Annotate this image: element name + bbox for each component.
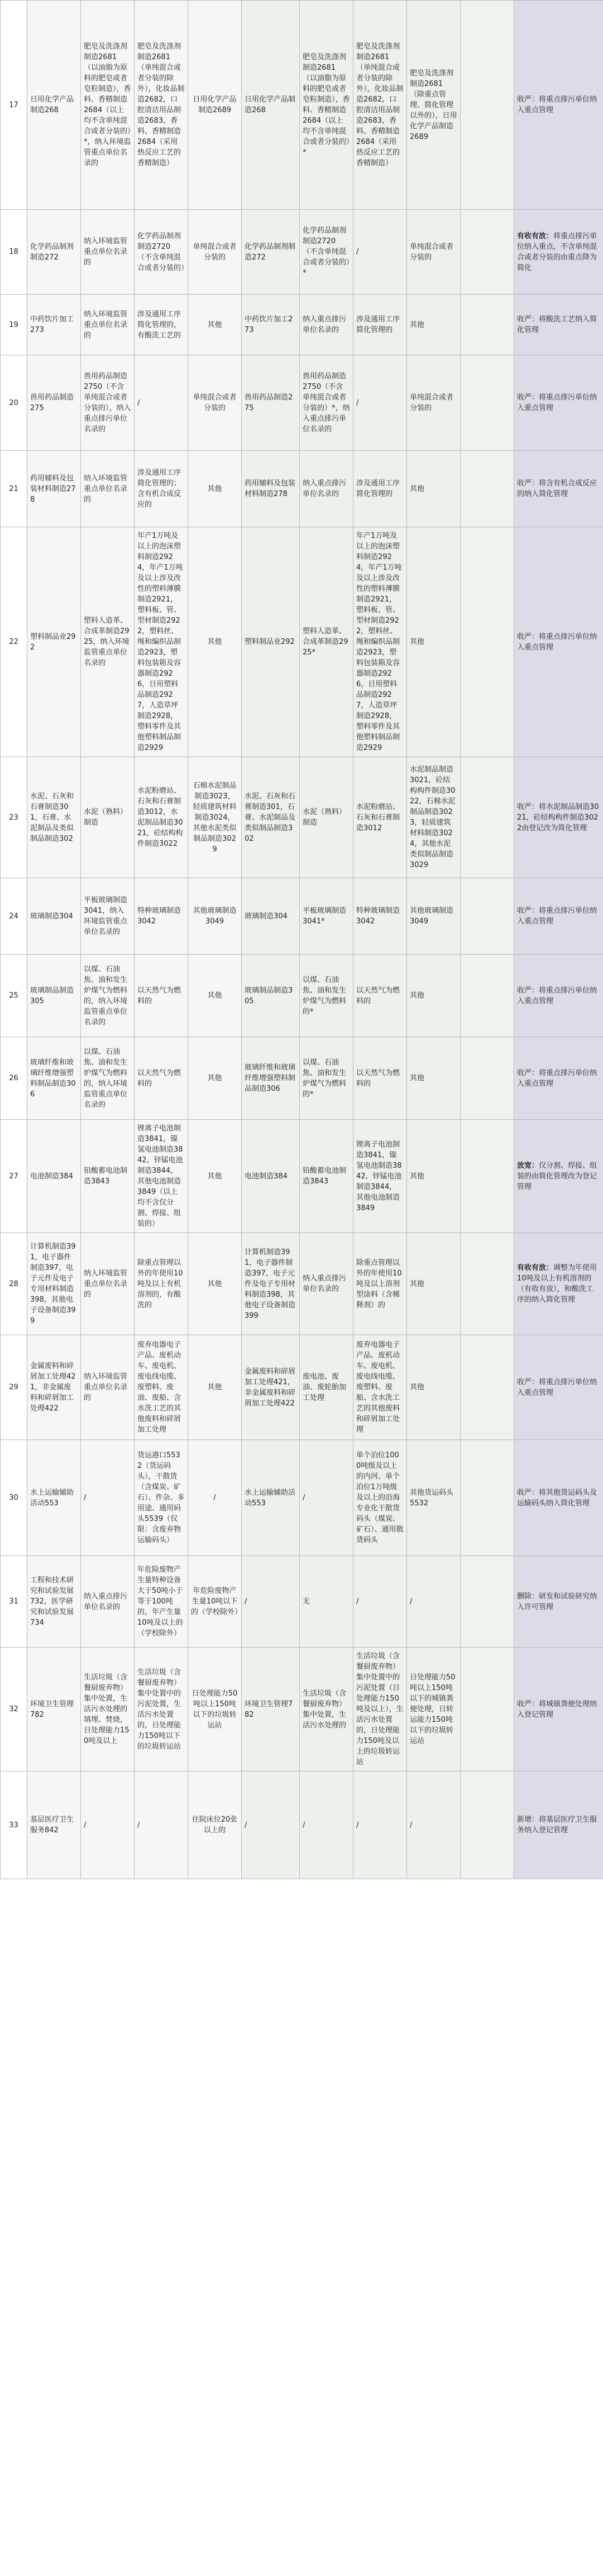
old-simplified-management: 特种玻璃制造3042 <box>135 878 188 955</box>
new-registration-management: 其他 <box>407 451 461 527</box>
change-note-tag: 有收有放： <box>517 232 554 240</box>
row-number: 28 <box>1 1233 27 1335</box>
row-number: 26 <box>1 1037 27 1120</box>
row-number: 19 <box>1 295 27 355</box>
change-note <box>514 210 603 295</box>
new-registration-management: 单纯混合或者分装的 <box>407 210 461 295</box>
new-simplified-management: 以天然气为燃料的 <box>353 955 407 1037</box>
new-registration-management: 其他 <box>407 955 461 1037</box>
change-note-text: 调整为年使用10吨及以上有机溶剂的（有收有放），和酸洗工序的纳入简化管理 <box>517 1264 597 1304</box>
old-registration-management: 其他玻璃制造3049 <box>188 878 242 955</box>
old-simplified-management: 货运港口5532（货运码头），干散货（含煤炭、矿石）、件杂、多用途、通用码头5539（仅限：含废弃物运输码头） <box>135 1440 188 1556</box>
change-note-text: 收严：将水泥制品制造3021，砼结构构件制造3022由登记改为简化管理 <box>517 802 599 832</box>
table-row <box>1 757 603 878</box>
change-note <box>514 451 603 527</box>
new-registration-extra <box>461 295 514 355</box>
change-note-text: 收严：将重点排污单位纳入重点管理 <box>517 986 597 1005</box>
change-note-text: 收严：将酸洗工艺纳入简化管理 <box>517 315 597 334</box>
old-key-management: / <box>81 1771 135 1879</box>
new-industry-category: 药用辅料及包装材料制造278 <box>242 451 300 527</box>
row-number: 17 <box>1 1 27 210</box>
old-key-management: 纳入重点排污单位名录的 <box>81 1556 135 1648</box>
change-note <box>514 1440 603 1556</box>
change-note <box>514 1037 603 1120</box>
new-industry-category: 水泥、石灰和石膏制造301，石膏、水泥制品及类似制品制造302 <box>242 757 300 878</box>
row-number: 24 <box>1 878 27 955</box>
new-registration-extra <box>461 1 514 210</box>
change-note-text: 收严：将重点排污单位纳入重点管理 <box>517 393 597 412</box>
old-industry-category: 兽用药品制造275 <box>27 355 81 451</box>
new-registration-management: 其他 <box>407 1037 461 1120</box>
table-row <box>1 295 603 355</box>
new-key-management: 兽用药品制造2750（不含单纯混合或者分装的）*，纳入重点排污单位名录的 <box>300 355 353 451</box>
new-registration-extra <box>461 1233 514 1335</box>
old-simplified-management: 废弃电器电子产品、废机动车、废电机、废电线电缆、废塑料、废油、废船、含水洗工艺的其他废料和碎屑加工处理 <box>135 1335 188 1440</box>
table-body <box>1 1 603 1879</box>
new-registration-extra <box>461 1440 514 1556</box>
table-row <box>1 451 603 527</box>
old-registration-management: 其他 <box>188 1233 242 1335</box>
old-registration-management: 日用化学产品制造2689 <box>188 1 242 210</box>
old-key-management: 以煤、石油焦、油和发生炉煤气为燃料的，纳入环境监管重点单位名录的 <box>81 955 135 1037</box>
new-simplified-management: 年产1万吨及以上的泡沫塑料制造2924，年产1万吨及以上涉及改性的塑料薄膜制造2921，塑料板、管、型材制造2922，塑料丝、绳和编织品制造2923，塑料包装箱及容器制造2926，日用塑料品制造2927，人造草坪制造2928，塑料零件及其他塑料制品制造2929 <box>353 527 407 757</box>
new-industry-category: 中药饮片加工273 <box>242 295 300 355</box>
new-industry-category: 环境卫生管理782 <box>242 1648 300 1771</box>
new-industry-category: 金属废料和碎屑加工处理421，非金属废料和碎屑加工处理422 <box>242 1335 300 1440</box>
old-simplified-management: 涉及通用工序简化管理的，有酸洗工艺的 <box>135 295 188 355</box>
old-industry-category: 玻璃纤维和玻璃纤维增强塑料制品制造306 <box>27 1037 81 1120</box>
new-key-management: 铅酸蓄电池制造3843 <box>300 1120 353 1233</box>
old-industry-category: 中药饮片加工273 <box>27 295 81 355</box>
change-note <box>514 1120 603 1233</box>
change-note-text: 仅分割、焊接、组装的由简化管理改为登记管理 <box>517 1161 597 1191</box>
new-key-management: 肥皂及洗涤剂制造2681（以油脂为原料的肥皂或者皂粒制造），香料、香精制造2684（以上均不含单纯混合或者分装的）* <box>300 1 353 210</box>
table-row <box>1 355 603 451</box>
new-registration-extra <box>461 451 514 527</box>
old-registration-management: 其他 <box>188 451 242 527</box>
table-row <box>1 1037 603 1120</box>
old-registration-management: 年危险废物产生量10吨以下的（学校除外） <box>188 1556 242 1648</box>
change-note <box>514 527 603 757</box>
old-industry-category: 药用辅料及包装材料制造278 <box>27 451 81 527</box>
new-key-management: 以煤、石油焦、油和发生炉煤气为燃料的* <box>300 1037 353 1120</box>
new-key-management: 纳入重点排污单位名录的 <box>300 295 353 355</box>
table-row <box>1 878 603 955</box>
new-simplified-management: 水泥粉磨站、石灰和石膏制造3012 <box>353 757 407 878</box>
old-registration-management: / <box>188 1440 242 1556</box>
old-key-management: 兽用药品制造2750（不含单纯混合或者分装的），纳入重点排污单位名录的 <box>81 355 135 451</box>
old-simplified-management: / <box>135 355 188 451</box>
new-registration-extra <box>461 757 514 878</box>
new-key-management: 生活垃圾（含餐厨废弃物）集中处置，生活污水处理的 <box>300 1648 353 1771</box>
row-number: 31 <box>1 1556 27 1648</box>
new-industry-category: 化学药品制剂制造272 <box>242 210 300 295</box>
new-simplified-management: 特种玻璃制造3042 <box>353 878 407 955</box>
new-simplified-management: 涉及通用工序简化管理的 <box>353 295 407 355</box>
change-note-tag: 有收有放： <box>517 1264 554 1272</box>
new-simplified-management: 废弃电器电子产品、废机动车、废电机、废电线电缆、废塑料、废船、含水洗工艺的其他废料和碎屑加工处理 <box>353 1335 407 1440</box>
new-industry-category: 玻璃制造304 <box>242 878 300 955</box>
table-row <box>1 1440 603 1556</box>
old-key-management: 铅酸蓄电池制造3843 <box>81 1120 135 1233</box>
change-note <box>514 1648 603 1771</box>
new-industry-category: 玻璃纤维和玻璃纤维增强塑料制品制造306 <box>242 1037 300 1120</box>
new-key-management: 以煤、石油焦、油和发生炉煤气为燃料的* <box>300 955 353 1037</box>
table-row <box>1 1648 603 1771</box>
old-simplified-management: 以天然气为燃料的 <box>135 955 188 1037</box>
row-number: 18 <box>1 210 27 295</box>
change-note-text: 收严：将城镇粪便处理纳入登记管理 <box>517 1699 597 1719</box>
old-registration-management: 其他 <box>188 1335 242 1440</box>
old-registration-management: 日处理能力50吨以上150吨以下的垃圾转运站 <box>188 1648 242 1771</box>
change-note <box>514 355 603 451</box>
new-simplified-management: 单个泊位1000吨级及以上的内河、单个泊位1万吨级及以上的沿海专业化干散货码头（煤炭、矿石）、通用散货码头 <box>353 1440 407 1556</box>
old-key-management: 塑料人造革、合成革制造2925，纳入环境监管重点单位名录的 <box>81 527 135 757</box>
new-registration-management: 其他货运码头5532 <box>407 1440 461 1556</box>
old-key-management: 以煤、石油焦、油和发生炉煤气为燃料的，纳入环境监管重点单位名录的 <box>81 1037 135 1120</box>
old-registration-management: 其他 <box>188 295 242 355</box>
table-row <box>1 1120 603 1233</box>
new-registration-extra <box>461 210 514 295</box>
change-note <box>514 1 603 210</box>
new-registration-management: 日处理能力50吨以上150吨以下的城镇粪便处理，日转运能力150吨以下的垃圾转运站 <box>407 1648 461 1771</box>
old-key-management: 肥皂及洗涤剂制造2681（以油脂为原料的肥皂或者皂粒制造），香料、香精制造2684（以上均不含单纯混合或者分装的）*，纳入环境监管重点单位名录的 <box>81 1 135 210</box>
new-key-management: 纳入重点排污单位名录的 <box>300 1233 353 1335</box>
table-row <box>1 527 603 757</box>
table-row <box>1 210 603 295</box>
change-note <box>514 757 603 878</box>
change-note-text: 将重点排污单位纳入重点，不含单纯混合或者分装的由重点降为简化 <box>517 232 597 272</box>
new-simplified-management: / <box>353 1771 407 1879</box>
new-industry-category: 玻璃制品制造305 <box>242 955 300 1037</box>
old-simplified-management: 涉及通用工序简化管理的；含有机合成反应的 <box>135 451 188 527</box>
new-simplified-management: / <box>353 210 407 295</box>
new-registration-extra <box>461 878 514 955</box>
old-industry-category: 计算机制造391，电子器件制造397，电子元件及电子专用材料制造398，其他电子设备制造399 <box>27 1233 81 1335</box>
old-key-management: / <box>81 1440 135 1556</box>
change-note <box>514 1233 603 1335</box>
old-simplified-management: 生活垃圾（含餐厨废弃物）集中处置中的污泥处置，生活污水处置的，日处理能力150吨以下的垃圾转运站 <box>135 1648 188 1771</box>
row-number: 32 <box>1 1648 27 1771</box>
table-row <box>1 1771 603 1879</box>
old-simplified-management: 肥皂及洗涤剂制造2681（单纯混合或者分装的除外），化妆品制造2682，口腔清洁用品制造2683，香料、香精制造2684（采用热反应工艺的香精制造） <box>135 1 188 210</box>
new-registration-extra <box>461 1556 514 1648</box>
new-registration-management: 其他 <box>407 1120 461 1233</box>
row-number: 29 <box>1 1335 27 1440</box>
new-simplified-management: / <box>353 1556 407 1648</box>
old-simplified-management: 锂离子电池制造3841，镍氢电池制造3842，锌锰电池制造3844，其他电池制造3849（以上均不含仅分割、焊接、组装的） <box>135 1120 188 1233</box>
row-number: 27 <box>1 1120 27 1233</box>
new-industry-category: 电池制造384 <box>242 1120 300 1233</box>
new-industry-category: 水上运输辅助活动553 <box>242 1440 300 1556</box>
new-simplified-management: / <box>353 355 407 451</box>
old-key-management: 水泥（熟料）制造 <box>81 757 135 878</box>
old-key-management: 平板玻璃制造3041，纳入环境监管重点单位名录的 <box>81 878 135 955</box>
old-registration-management: 其他 <box>188 1037 242 1120</box>
old-registration-management: 其他 <box>188 955 242 1037</box>
new-registration-extra <box>461 1648 514 1771</box>
old-registration-management: 住院床位20张以上的 <box>188 1771 242 1879</box>
new-industry-category: 日用化学产品制造268 <box>242 1 300 210</box>
table-row <box>1 1335 603 1440</box>
table-row <box>1 1556 603 1648</box>
old-simplified-management: 水泥粉磨站、石灰和石膏制造3012，水泥制品制造3021，砼结构构件制造3022 <box>135 757 188 878</box>
row-number: 22 <box>1 527 27 757</box>
change-note-text: 收严：将重点排污单位纳入重点管理 <box>517 632 597 652</box>
change-note-text: 收严：将重点排污单位纳入重点管理 <box>517 1068 597 1088</box>
new-registration-management: / <box>407 1771 461 1879</box>
new-key-management: 平板玻璃制造3041* <box>300 878 353 955</box>
new-key-management: 塑料人造革、合成革制造2925* <box>300 527 353 757</box>
old-registration-management: 其他 <box>188 527 242 757</box>
old-key-management: 生活垃圾（含餐厨废弃物）集中处置，生活污水处理的填埋、焚烧，日处理能力150吨及以上 <box>81 1648 135 1771</box>
change-note-text: 收严：将含有机合成反应的纳入简化管理 <box>517 479 597 498</box>
old-simplified-management: 年危险废物产生量特种设备大于50吨小于等于100吨的，年产生量10吨及以上的（学校除外） <box>135 1556 188 1648</box>
change-note-tag: 放宽： <box>517 1161 539 1170</box>
new-registration-extra <box>461 1771 514 1879</box>
new-registration-management: 单纯混合或者分装的 <box>407 355 461 451</box>
new-registration-extra <box>461 355 514 451</box>
new-key-management: 废电池、废油、废轮胎加工处理 <box>300 1335 353 1440</box>
change-note <box>514 878 603 955</box>
old-industry-category: 玻璃制造304 <box>27 878 81 955</box>
new-registration-extra <box>461 1120 514 1233</box>
new-registration-management: 其他 <box>407 295 461 355</box>
new-simplified-management: 肥皂及洗涤剂制造2681（单纯混合或者分装的除外），化妆品制造2682，口腔清洁用品制造2683，香料、香精制造2684（采用热反应工艺的香精制造） <box>353 1 407 210</box>
row-number: 30 <box>1 1440 27 1556</box>
new-simplified-management: 生活垃圾（含餐厨废弃物）集中处置中的污泥处置（日处理能力150吨及以上），生活污水处置的，日处理能力150吨及以上的垃圾转运站 <box>353 1648 407 1771</box>
new-industry-category: 计算机制造391，电子器件制造397，电子元件及电子专用材料制造398，其他电子设备制造399 <box>242 1233 300 1335</box>
old-industry-category: 玻璃制品制造305 <box>27 955 81 1037</box>
old-simplified-management: 除重点管理以外的年使用10吨及以上有机溶剂的，有酸洗的 <box>135 1233 188 1335</box>
new-key-management: 化学药品制剂制造2720（不含单纯混合或者分装的）* <box>300 210 353 295</box>
old-key-management: 纳入环境监管重点单位名录的 <box>81 1335 135 1440</box>
new-industry-category: / <box>242 1556 300 1648</box>
old-key-management: 纳入环境监管重点单位名录的 <box>81 451 135 527</box>
old-registration-management: 单纯混合或者分装的 <box>188 355 242 451</box>
old-industry-category: 基层医疗卫生服务842 <box>27 1771 81 1879</box>
new-registration-management: 其他 <box>407 1335 461 1440</box>
row-number: 21 <box>1 451 27 527</box>
new-registration-management: 水泥制品制造3021，砼结构构件制造3022，石棉水泥制品制造3023，轻质建筑材料制造3024，其他水泥类似制品制造3029 <box>407 757 461 878</box>
old-simplified-management: / <box>135 1771 188 1879</box>
new-simplified-management: 涉及通用工序简化管理的 <box>353 451 407 527</box>
change-note <box>514 1556 603 1648</box>
old-industry-category: 日用化学产品制造268 <box>27 1 81 210</box>
new-registration-management: / <box>407 1556 461 1648</box>
old-industry-category: 水上运输辅助活动553 <box>27 1440 81 1556</box>
old-simplified-management: 化学药品制剂制造2720（不含单纯混合或者分装的） <box>135 210 188 295</box>
change-note-text: 收严：将重点排污单位纳入重点管理 <box>517 1378 597 1397</box>
change-note-text: 收严：将其他货运码头及运输码头纳入简化管理 <box>517 1488 597 1508</box>
old-key-management: 纳入环境监管重点单位名录的 <box>81 210 135 295</box>
new-industry-category: / <box>242 1771 300 1879</box>
new-simplified-management: 锂离子电池制造3841，镍氢电池制造3842，锌锰电池制造3844，其他电池制造3849 <box>353 1120 407 1233</box>
table-row <box>1 1233 603 1335</box>
new-simplified-management: 除重点管理以外的年使用10吨及以上溶剂型涂料（含稀释剂）的 <box>353 1233 407 1335</box>
table-row <box>1 1 603 210</box>
new-registration-extra <box>461 1335 514 1440</box>
old-simplified-management: 年产1万吨及以上的泡沫塑料制造2924，年产1万吨及以上涉及改性的塑料薄膜制造2921，塑料板、管、型材制造2922，塑料丝、绳和编织品制造2923，塑料包装箱及容器制造2926，日用塑料品制造2927，人造草坪制造2928，塑料零件及其他塑料制品制造2929 <box>135 527 188 757</box>
old-key-management: 纳入环境监管重点单位名录的 <box>81 295 135 355</box>
new-key-management: / <box>300 1771 353 1879</box>
old-registration-management: 其他 <box>188 1120 242 1233</box>
old-industry-category: 环境卫生管理782 <box>27 1648 81 1771</box>
change-note <box>514 1771 603 1879</box>
old-industry-category: 塑料制品业292 <box>27 527 81 757</box>
new-key-management: 水泥（熟料）制造 <box>300 757 353 878</box>
old-industry-category: 金属废料和碎屑加工处理421，非金属废料和碎屑加工处理422 <box>27 1335 81 1440</box>
new-industry-category: 兽用药品制造275 <box>242 355 300 451</box>
old-industry-category: 水泥、石灰和石膏制造301，石膏、水泥制品及类似制品制造302 <box>27 757 81 878</box>
new-registration-extra <box>461 955 514 1037</box>
change-note-text: 收严：将重点排污单位纳入重点管理 <box>517 95 597 114</box>
change-note-text: 删除：研发和试验研究纳入许可管理 <box>517 1592 597 1611</box>
change-note <box>514 295 603 355</box>
row-number: 20 <box>1 355 27 451</box>
change-note-text: 新增：将基层医疗卫生服务纳入登记管理 <box>517 1816 597 1835</box>
old-simplified-management: 以天然气为燃料的 <box>135 1037 188 1120</box>
row-number: 33 <box>1 1771 27 1879</box>
new-registration-management: 其他 <box>407 527 461 757</box>
change-note <box>514 1335 603 1440</box>
new-registration-extra <box>461 527 514 757</box>
old-industry-category: 工程和技术研究和试验发展732，医学研究和试验发展734 <box>27 1556 81 1648</box>
new-registration-management: 其他 <box>407 1233 461 1335</box>
new-registration-management: 其他玻璃制造3049 <box>407 878 461 955</box>
change-note-text: 收严：将重点排污单位纳入重点管理 <box>517 907 597 926</box>
row-number: 23 <box>1 757 27 878</box>
row-number: 25 <box>1 955 27 1037</box>
change-note <box>514 955 603 1037</box>
new-key-management: / <box>300 1440 353 1556</box>
new-registration-extra <box>461 1037 514 1120</box>
new-key-management: 无 <box>300 1556 353 1648</box>
new-key-management: 纳入重点排污单位名录的 <box>300 451 353 527</box>
new-registration-management: 肥皂及洗涤剂制造2681（除重点管理、简化管理以外的），日用化学产品制造2689 <box>407 1 461 210</box>
old-registration-management: 单纯混合或者分装的 <box>188 210 242 295</box>
new-industry-category: 塑料制品业292 <box>242 527 300 757</box>
old-industry-category: 化学药品制剂制造272 <box>27 210 81 295</box>
old-key-management: 纳入环境监管重点单位名录的 <box>81 1233 135 1335</box>
new-simplified-management: 以天然气为燃料的 <box>353 1037 407 1120</box>
old-industry-category: 电池制造384 <box>27 1120 81 1233</box>
old-registration-management: 石棉水泥制品制造3023，轻质建筑材料制造3024，其他水泥类似制品制造3029 <box>188 757 242 878</box>
table-row <box>1 955 603 1037</box>
